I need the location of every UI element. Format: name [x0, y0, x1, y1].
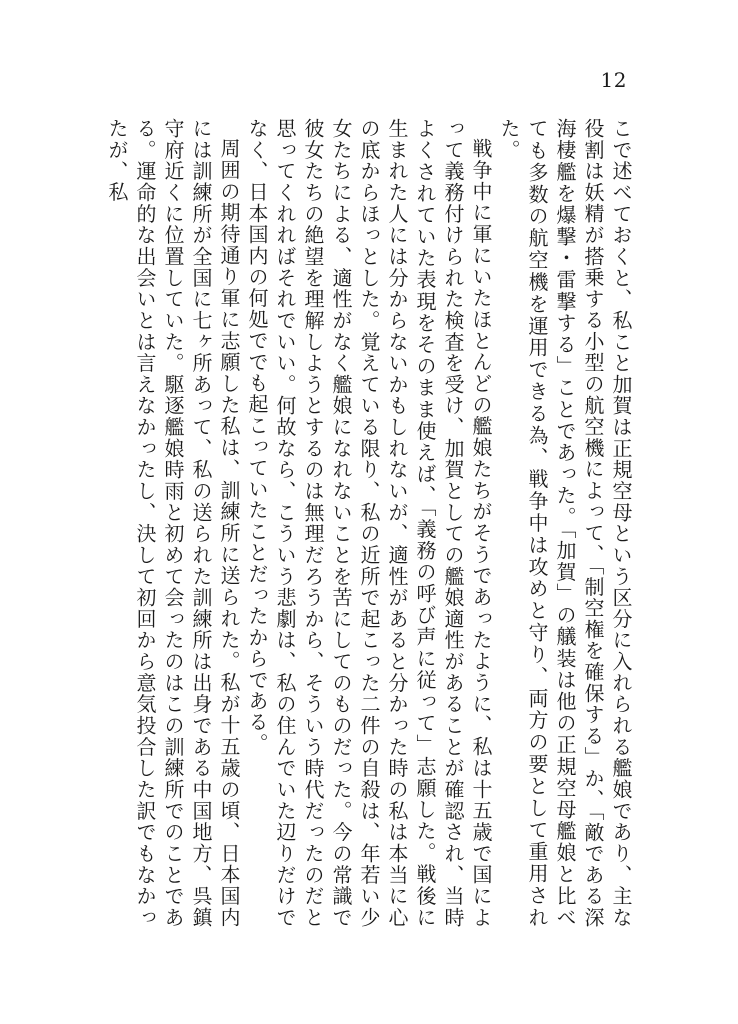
body-text [105, 118, 635, 928]
paragraph: 戦争中に軍にいたほとんどの艦娘たちがそうであったように、私は十五歳で国によって義務付けられた検査を受け、加賀としての艦娘適性があることが確認され、当時よくされていた表現をそのまま使えば、「義務の呼び声に従って」志願した。戦後に生まれた人には分からないかもしれないが、適性があると分かった時の私は本当に心の底からほっとした。覚えている限り、私の近所で起こった二件の自殺は、年若い少女たちによる、適性がなく艦娘になれないことを苦にしてのものだった。今の常識で彼女たちの絶望を理解しようとするのは無理だろうから、そういう時代だったのだと思ってくれればそれでいい。何故なら、こういう悲劇は、私の住んでいた辺りだけでなく、日本国内の何処ででも起こっていたことだったからである。 [245, 118, 493, 928]
page-number: 12 [600, 68, 627, 92]
paragraph: こで述べておくと、私こと加賀は正規空母という区分に入れられる艦娘であり、主な役割は妖精が搭乗する小型の航空機によって、「制空権を確保する」か、「敵である深海棲艦を爆撃・雷撃する」ことであった。「加賀」の艤装は他の正規空母艦娘と比べても多数の航空機を運用できる為、戦争中は攻めと守り、両方の要として重用された。 [497, 118, 633, 928]
paragraph: 周囲の期待通り軍に志願した私は、訓練所に送られた。私が十五歳の頃、日本国内には訓練所が全国に七ヶ所あって、私の送られた訓練所は出身である中国地方、呉鎮守府近くに位置していた。駆逐艦娘時雨と初めて会ったのはこの訓練所でのことである。運命的な出会いとは言えなかったし、決して初回から意気投合した訳でもなかったが、私 [105, 118, 241, 928]
